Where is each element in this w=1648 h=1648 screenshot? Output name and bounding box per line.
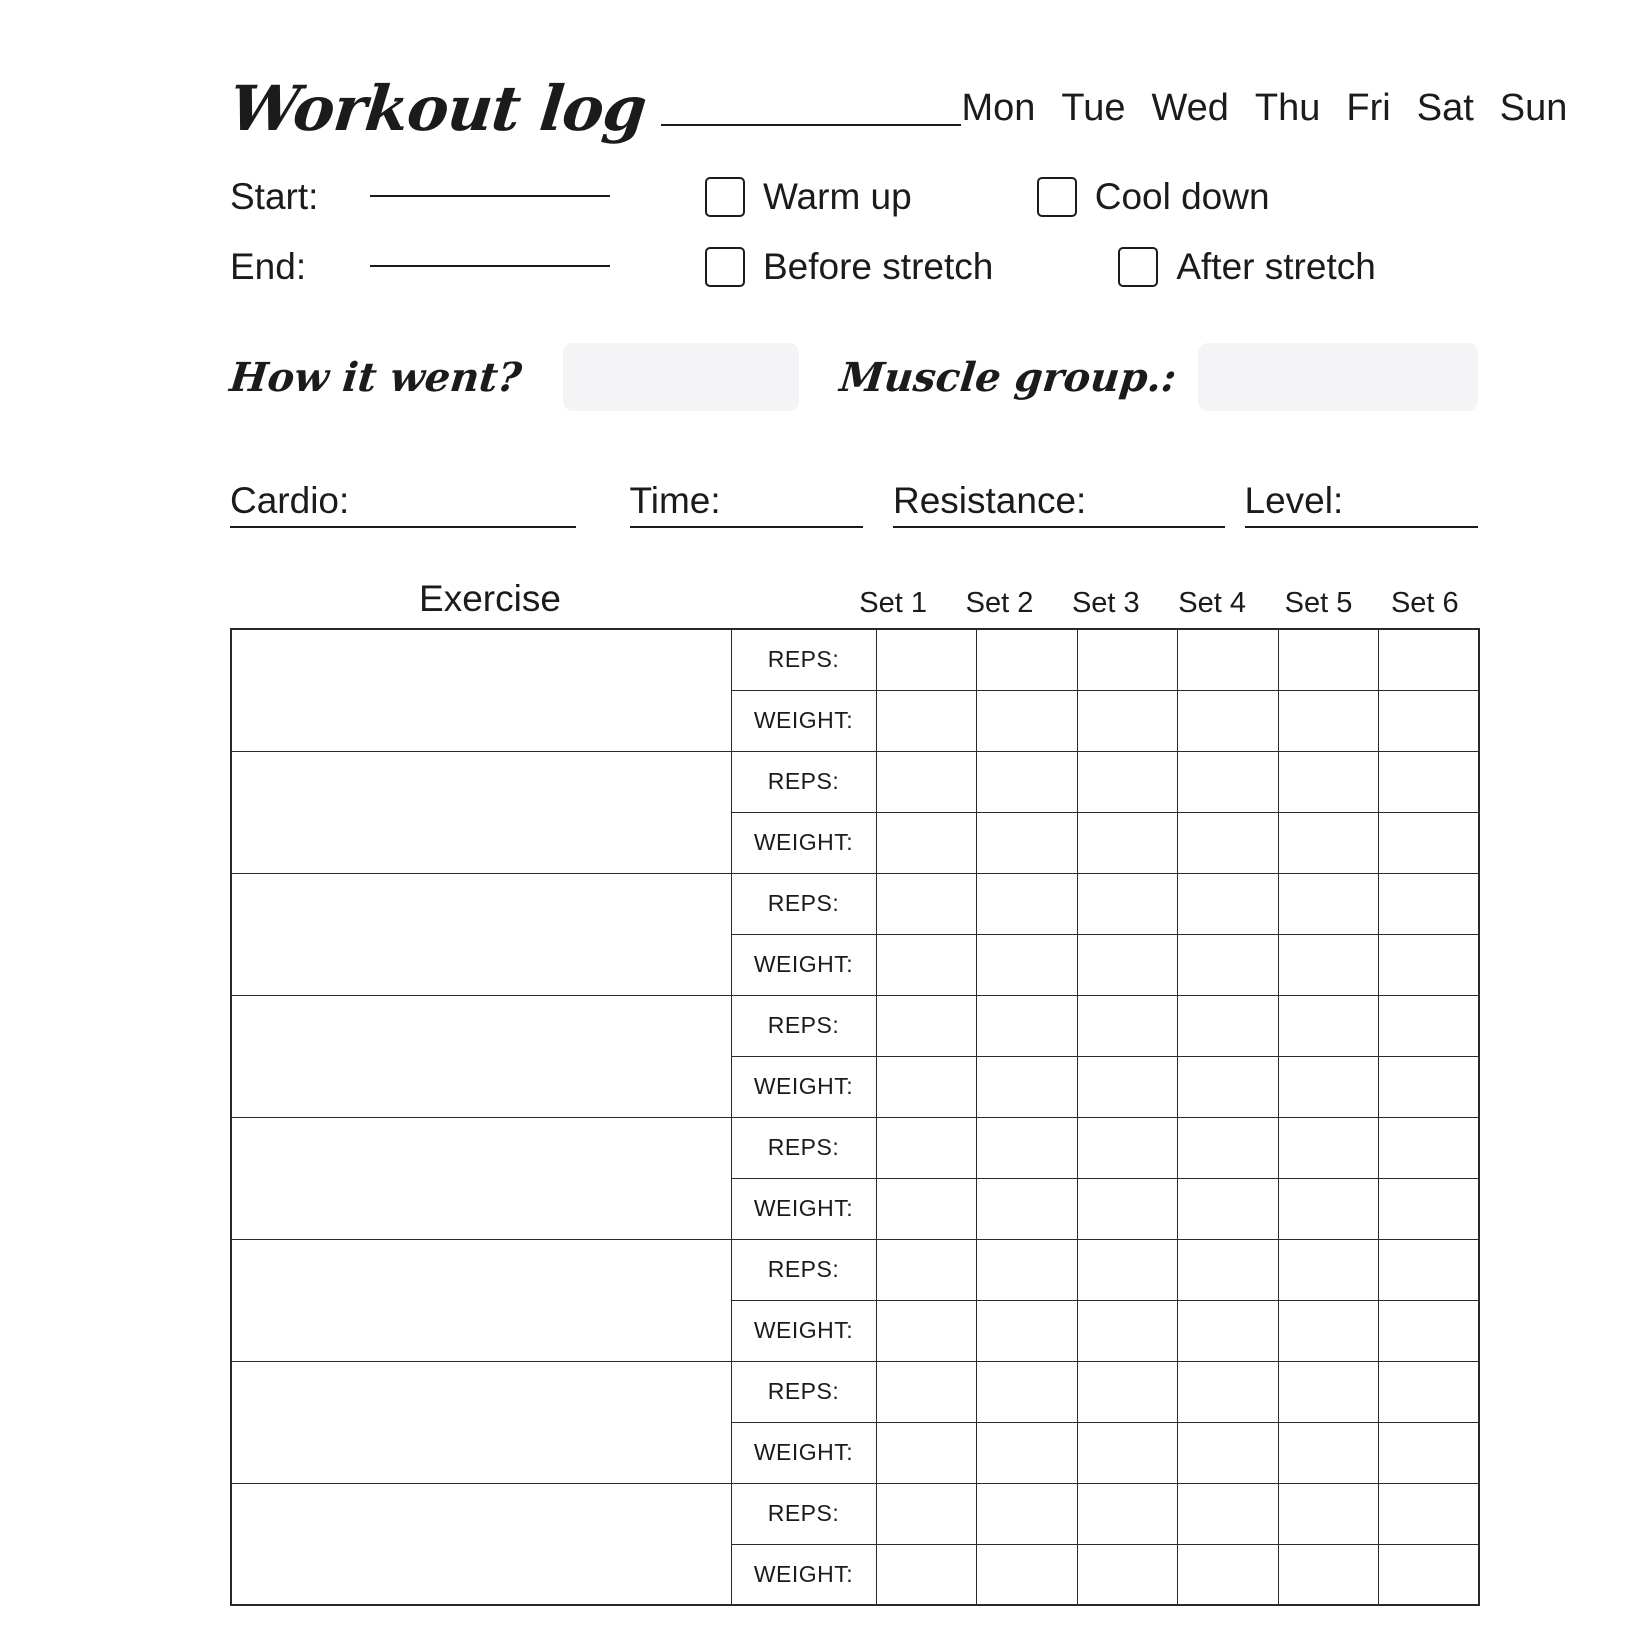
weight-set-1-input[interactable] bbox=[876, 1056, 977, 1117]
checkbox-warm-up-label: Warm up bbox=[763, 176, 912, 217]
weight-set-1-input[interactable] bbox=[876, 1544, 977, 1605]
weight-label: WEIGHT: bbox=[731, 690, 876, 751]
set-header-4: Set 4 bbox=[1178, 587, 1246, 619]
weight-set-2-input[interactable] bbox=[977, 934, 1078, 995]
muscle-group-input[interactable] bbox=[1198, 343, 1478, 411]
weight-set-2-input[interactable] bbox=[977, 690, 1078, 751]
weight-set-3-input[interactable] bbox=[1077, 690, 1178, 751]
reps-set-5-input[interactable] bbox=[1278, 873, 1379, 934]
reps-set-5-input[interactable] bbox=[1278, 751, 1379, 812]
weight-set-6-input[interactable] bbox=[1379, 690, 1480, 751]
weight-set-2-input[interactable] bbox=[977, 1544, 1078, 1605]
reps-set-2-input[interactable] bbox=[977, 1361, 1078, 1422]
reps-set-6-input[interactable] bbox=[1379, 1361, 1480, 1422]
weight-set-2-input[interactable] bbox=[977, 1422, 1078, 1483]
weight-set-3-input[interactable] bbox=[1077, 1178, 1178, 1239]
reps-set-2-input[interactable] bbox=[977, 1239, 1078, 1300]
day-fri[interactable]: Fri bbox=[1346, 87, 1391, 129]
checkbox-before-stretch[interactable] bbox=[705, 246, 993, 288]
checkbox-icon[interactable] bbox=[705, 177, 745, 217]
reps-set-5-input[interactable] bbox=[1278, 1361, 1379, 1422]
reps-set-2-input[interactable] bbox=[977, 751, 1078, 812]
weight-set-3-input[interactable] bbox=[1077, 812, 1178, 873]
reps-set-6-input[interactable] bbox=[1379, 873, 1480, 934]
weight-set-3-input[interactable] bbox=[1077, 1056, 1178, 1117]
weight-set-6-input[interactable] bbox=[1379, 1056, 1480, 1117]
weight-set-5-input[interactable] bbox=[1278, 1544, 1379, 1605]
weight-set-1-input[interactable] bbox=[876, 1422, 977, 1483]
weight-label: WEIGHT: bbox=[731, 1422, 876, 1483]
reps-set-1-input[interactable] bbox=[876, 1361, 977, 1422]
reps-set-1-input[interactable] bbox=[876, 629, 977, 690]
reps-set-5-input[interactable] bbox=[1278, 1117, 1379, 1178]
weight-set-6-input[interactable] bbox=[1379, 1300, 1480, 1361]
exercise-name-input[interactable] bbox=[231, 1239, 731, 1361]
checkbox-icon[interactable] bbox=[1118, 247, 1158, 287]
reps-set-6-input[interactable] bbox=[1379, 751, 1480, 812]
exercise-name-input[interactable] bbox=[231, 873, 731, 995]
exercise-name-input[interactable] bbox=[231, 1117, 731, 1239]
set-column-headers bbox=[840, 587, 1478, 620]
muscle-group-label: Muscle group.: bbox=[837, 353, 1179, 401]
reps-set-4-input[interactable] bbox=[1178, 1483, 1279, 1544]
reps-set-4-input[interactable] bbox=[1178, 751, 1279, 812]
resistance-label: Resistance: bbox=[893, 480, 1087, 521]
weight-set-1-input[interactable] bbox=[876, 934, 977, 995]
level-label: Level: bbox=[1244, 480, 1344, 521]
weight-set-3-input[interactable] bbox=[1077, 1300, 1178, 1361]
reps-set-5-input[interactable] bbox=[1278, 1483, 1379, 1544]
reps-set-1-input[interactable] bbox=[876, 751, 977, 812]
weight-set-2-input[interactable] bbox=[977, 1056, 1078, 1117]
end-row bbox=[230, 232, 1478, 302]
weight-set-2-input[interactable] bbox=[977, 812, 1078, 873]
reps-label: REPS: bbox=[731, 873, 876, 934]
weight-label: WEIGHT: bbox=[731, 1300, 876, 1361]
reps-set-3-input[interactable] bbox=[1077, 1361, 1178, 1422]
reps-set-4-input[interactable] bbox=[1178, 1117, 1279, 1178]
exercise-column-header: Exercise bbox=[419, 578, 561, 619]
reps-set-4-input[interactable] bbox=[1178, 873, 1279, 934]
set-header-3: Set 3 bbox=[1071, 587, 1140, 619]
reps-label: REPS: bbox=[731, 1239, 876, 1300]
weight-set-5-input[interactable] bbox=[1278, 934, 1379, 995]
reps-set-1-input[interactable] bbox=[876, 873, 977, 934]
exercise-name-input[interactable] bbox=[231, 629, 731, 751]
weight-set-1-input[interactable] bbox=[876, 1300, 977, 1361]
how-it-went-label: How it went? bbox=[227, 353, 524, 401]
reps-set-2-input[interactable] bbox=[977, 629, 1078, 690]
reps-label: REPS: bbox=[731, 629, 876, 690]
weight-set-6-input[interactable] bbox=[1379, 1178, 1480, 1239]
weight-label: WEIGHT: bbox=[731, 1178, 876, 1239]
level-field[interactable] bbox=[1245, 480, 1478, 528]
reps-set-3-input[interactable] bbox=[1077, 1483, 1178, 1544]
table-row bbox=[231, 873, 1479, 934]
reps-label: REPS: bbox=[731, 995, 876, 1056]
weight-set-3-input[interactable] bbox=[1077, 1422, 1178, 1483]
exercise-name-input[interactable] bbox=[231, 751, 731, 873]
set-header-2: Set 2 bbox=[965, 587, 1034, 619]
weight-set-6-input[interactable] bbox=[1379, 812, 1480, 873]
reps-set-6-input[interactable] bbox=[1379, 995, 1480, 1056]
cardio-field[interactable] bbox=[230, 480, 576, 528]
reps-set-1-input[interactable] bbox=[876, 995, 977, 1056]
end-label: End: bbox=[230, 246, 307, 287]
weight-set-5-input[interactable] bbox=[1278, 1056, 1379, 1117]
reps-set-4-input[interactable] bbox=[1178, 1239, 1279, 1300]
table-row bbox=[231, 995, 1479, 1056]
checkbox-before-stretch-label: Before stretch bbox=[763, 246, 994, 287]
checkbox-icon[interactable] bbox=[1037, 177, 1077, 217]
checkbox-cool-down-label: Cool down bbox=[1094, 176, 1270, 217]
reps-set-4-input[interactable] bbox=[1178, 995, 1279, 1056]
weight-set-4-input[interactable] bbox=[1178, 1178, 1279, 1239]
day-mon[interactable]: Mon bbox=[961, 87, 1036, 129]
reps-set-4-input[interactable] bbox=[1178, 629, 1279, 690]
reps-set-1-input[interactable] bbox=[876, 1117, 977, 1178]
weight-set-5-input[interactable] bbox=[1278, 690, 1379, 751]
checkbox-icon[interactable] bbox=[705, 247, 745, 287]
weight-set-2-input[interactable] bbox=[977, 1300, 1078, 1361]
end-input[interactable] bbox=[370, 264, 610, 267]
weight-set-5-input[interactable] bbox=[1278, 812, 1379, 873]
how-it-went-input[interactable] bbox=[563, 343, 799, 411]
table-row bbox=[231, 1361, 1479, 1422]
reps-label: REPS: bbox=[731, 1117, 876, 1178]
reps-set-3-input[interactable] bbox=[1077, 751, 1178, 812]
reps-set-2-input[interactable] bbox=[977, 873, 1078, 934]
weight-set-5-input[interactable] bbox=[1278, 1422, 1379, 1483]
day-thu[interactable]: Thu bbox=[1254, 87, 1321, 129]
reps-set-6-input[interactable] bbox=[1379, 629, 1480, 690]
day-tue[interactable]: Tue bbox=[1061, 87, 1126, 129]
table-row bbox=[231, 751, 1479, 812]
reps-set-2-input[interactable] bbox=[977, 995, 1078, 1056]
reps-set-1-input[interactable] bbox=[876, 1483, 977, 1544]
reps-set-6-input[interactable] bbox=[1379, 1239, 1480, 1300]
table-row bbox=[231, 1483, 1479, 1544]
weight-label: WEIGHT: bbox=[731, 1056, 876, 1117]
table-row bbox=[231, 629, 1479, 690]
weight-set-6-input[interactable] bbox=[1379, 1422, 1480, 1483]
cardio-label: Cardio: bbox=[230, 480, 350, 521]
weight-set-5-input[interactable] bbox=[1278, 1178, 1379, 1239]
reps-set-5-input[interactable] bbox=[1278, 995, 1379, 1056]
weight-set-4-input[interactable] bbox=[1178, 1056, 1279, 1117]
weight-set-4-input[interactable] bbox=[1178, 1544, 1279, 1605]
reps-set-3-input[interactable] bbox=[1077, 995, 1178, 1056]
cardio-row bbox=[230, 468, 1478, 528]
weight-set-1-input[interactable] bbox=[876, 1178, 977, 1239]
reps-set-6-input[interactable] bbox=[1379, 1117, 1480, 1178]
page-title: Workout log bbox=[226, 72, 650, 145]
weight-set-4-input[interactable] bbox=[1178, 1300, 1279, 1361]
resistance-field[interactable] bbox=[893, 480, 1225, 528]
weight-set-1-input[interactable] bbox=[876, 690, 977, 751]
reps-set-1-input[interactable] bbox=[876, 1239, 977, 1300]
reps-set-5-input[interactable] bbox=[1278, 1239, 1379, 1300]
weight-label: WEIGHT: bbox=[731, 1544, 876, 1605]
weight-set-4-input[interactable] bbox=[1178, 934, 1279, 995]
weight-set-4-input[interactable] bbox=[1178, 812, 1279, 873]
table-row bbox=[231, 1117, 1479, 1178]
exercise-name-input[interactable] bbox=[231, 995, 731, 1117]
reps-set-3-input[interactable] bbox=[1077, 1117, 1178, 1178]
weight-set-6-input[interactable] bbox=[1379, 934, 1480, 995]
exercise-name-input[interactable] bbox=[231, 1361, 731, 1483]
set-header-5: Set 5 bbox=[1284, 587, 1353, 619]
reps-set-2-input[interactable] bbox=[977, 1117, 1078, 1178]
start-label: Start: bbox=[230, 176, 319, 217]
reps-set-3-input[interactable] bbox=[1077, 873, 1178, 934]
weight-set-6-input[interactable] bbox=[1379, 1544, 1480, 1605]
checkbox-warm-up[interactable] bbox=[705, 176, 912, 218]
day-sat[interactable]: Sat bbox=[1416, 87, 1474, 129]
checkbox-after-stretch[interactable] bbox=[1118, 246, 1375, 288]
start-row bbox=[230, 162, 1478, 232]
weight-set-4-input[interactable] bbox=[1178, 1422, 1279, 1483]
checkbox-after-stretch-label: After stretch bbox=[1176, 246, 1376, 287]
checkbox-cool-down[interactable] bbox=[1037, 176, 1270, 218]
day-sun[interactable]: Sun bbox=[1499, 87, 1568, 129]
exercise-name-input[interactable] bbox=[231, 1483, 731, 1605]
reps-set-3-input[interactable] bbox=[1077, 1239, 1178, 1300]
weight-set-1-input[interactable] bbox=[876, 812, 977, 873]
title-write-in-line[interactable] bbox=[661, 123, 961, 126]
day-wed[interactable]: Wed bbox=[1151, 87, 1229, 129]
reps-set-5-input[interactable] bbox=[1278, 629, 1379, 690]
table-row bbox=[231, 1239, 1479, 1300]
weight-set-3-input[interactable] bbox=[1077, 934, 1178, 995]
time-field[interactable] bbox=[630, 480, 863, 528]
reps-label: REPS: bbox=[731, 1483, 876, 1544]
set-header-1: Set 1 bbox=[859, 587, 928, 619]
weight-set-4-input[interactable] bbox=[1178, 690, 1279, 751]
notes-row bbox=[227, 332, 1478, 422]
reps-set-4-input[interactable] bbox=[1178, 1361, 1279, 1422]
start-input[interactable] bbox=[370, 194, 610, 197]
table-header-row bbox=[230, 564, 1478, 620]
weight-set-3-input[interactable] bbox=[1077, 1544, 1178, 1605]
reps-label: REPS: bbox=[731, 751, 876, 812]
time-label: Time: bbox=[629, 480, 721, 521]
day-selector bbox=[961, 87, 1567, 140]
set-header-6: Set 6 bbox=[1390, 587, 1459, 619]
weight-set-5-input[interactable] bbox=[1278, 1300, 1379, 1361]
reps-set-3-input[interactable] bbox=[1077, 629, 1178, 690]
weight-label: WEIGHT: bbox=[731, 812, 876, 873]
workout-log-table bbox=[230, 628, 1480, 1606]
session-times-and-options bbox=[230, 162, 1478, 302]
page-header bbox=[226, 30, 1568, 145]
reps-label: REPS: bbox=[731, 1361, 876, 1422]
reps-set-2-input[interactable] bbox=[977, 1483, 1078, 1544]
weight-label: WEIGHT: bbox=[731, 934, 876, 995]
reps-set-6-input[interactable] bbox=[1379, 1483, 1480, 1544]
weight-set-2-input[interactable] bbox=[977, 1178, 1078, 1239]
